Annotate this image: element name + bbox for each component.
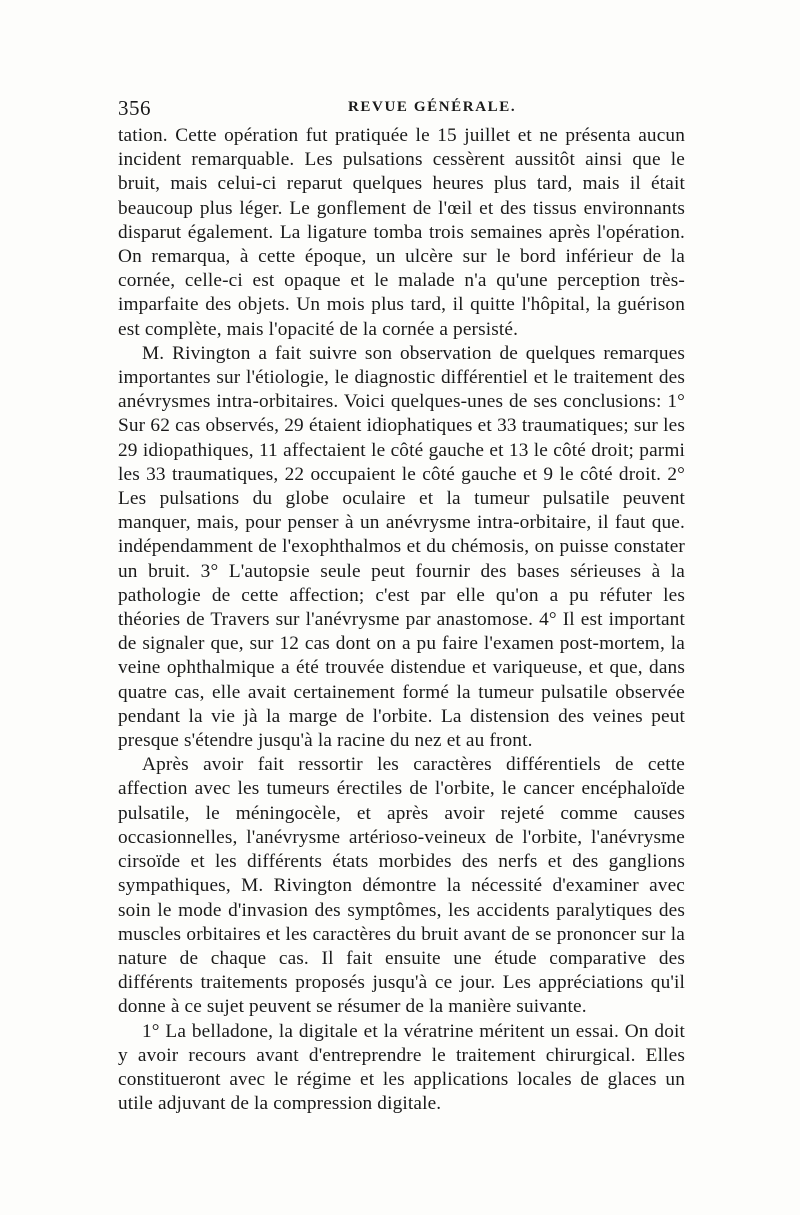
- page-header: [118, 96, 680, 122]
- paragraph-differential-diagnosis: Après avoir fait ressortir les caractères différentiels de cette affection avec les tumeurs érectiles de l'orbite, le cancer encéphaloïde pulsatile, le méningocèle, et après avoir rejeté comme causes occasionnelles, l'anévrysme artérioso-veineux de l'orbite, l'anévrysme cirsoïde et les différents états morbides des nerfs et des ganglions sympathiques, M. Rivington démontre la nécessité d'examiner avec soin le mode d'invasion des symptômes, les accidents paralytiques des muscles orbitaires et les caractères du bruit avant de se prononcer sur la nature de chaque cas. Il fait ensuite une étude comparative des différents traitements proposés jusqu'à ce jour. Les appréciations qu'il donne à ce sujet peuvent se résumer de la manière suivante.: [118, 754, 685, 1018]
- body-text: [118, 124, 685, 1116]
- paragraph-continuation: tation. Cette opération fut pratiquée le 15 juillet et ne présenta aucun incident remarquable. Les pulsations cessèrent aussitôt ainsi que le bruit, mais celui-ci reparut quelques heures plus tard, mais il était beaucoup plus léger. Le gonflement de l'œil et des tissus environnants disparut également. La ligature tomba trois semaines après l'opération. On remarqua, à cette époque, un ulcère sur le bord inférieur de la cornée, celle-ci est opaque et le malade n'a qu'une perception très-imparfaite des objets. Un mois plus tard, il quitte l'hôpital, la guérison est complète, mais l'opacité de la cornée a persisté.: [118, 125, 685, 340]
- running-title: REVUE GÉNÉRALE.: [348, 99, 517, 115]
- page-number: 356: [118, 96, 151, 120]
- paragraph-treatment-1: 1° La belladone, la digitale et la vératrine méritent un essai. On doit y avoir recours avant d'entreprendre le traitement chirurgical. Elles constitueront avec le régime et les applications locales de glaces un utile adjuvant de la compression digitale.: [118, 1020, 685, 1115]
- paragraph-rivington-remarks: M. Rivington a fait suivre son observation de quelques remarques importantes sur l'étiologie, le diagnostic différentiel et le traitement des anévrysmes intra-orbitaires. Voici quelques-unes de ses conclusions: 1° Sur 62 cas observés, 29 étaient idiophatiques et 33 traumatiques; sur les 29 idiopathiques, 11 affectaient le côté gauche et 13 le côté droit; parmi les 33 traumatiques, 22 occupaient le côté gauche et 9 le côté droit. 2° Les pulsations du globe oculaire et la tumeur pulsatile peuvent manquer, mais, pour penser à un anévrysme intra-orbitaire, il faut que. indépendamment de l'exophthalmos et du chémosis, on puisse constater un bruit. 3° L'autopsie seule peut fournir des bases sérieuses à la pathologie de cette affection; c'est par elle qu'on a pu réfuter les théories de Travers sur l'anévrysme par anastomose. 4° Il est important de signaler que, sur 12 cas dont on a pu faire l'examen post-mortem, la veine ophthalmique a été trouvée distendue et variqueuse, et que, dans quatre cas, elle avait certainement formé la tumeur pulsatile observée pendant la vie jà la marge de l'orbite. La distension des veines peut presque s'étendre jusqu'à la racine du nez et au front.: [118, 342, 685, 752]
